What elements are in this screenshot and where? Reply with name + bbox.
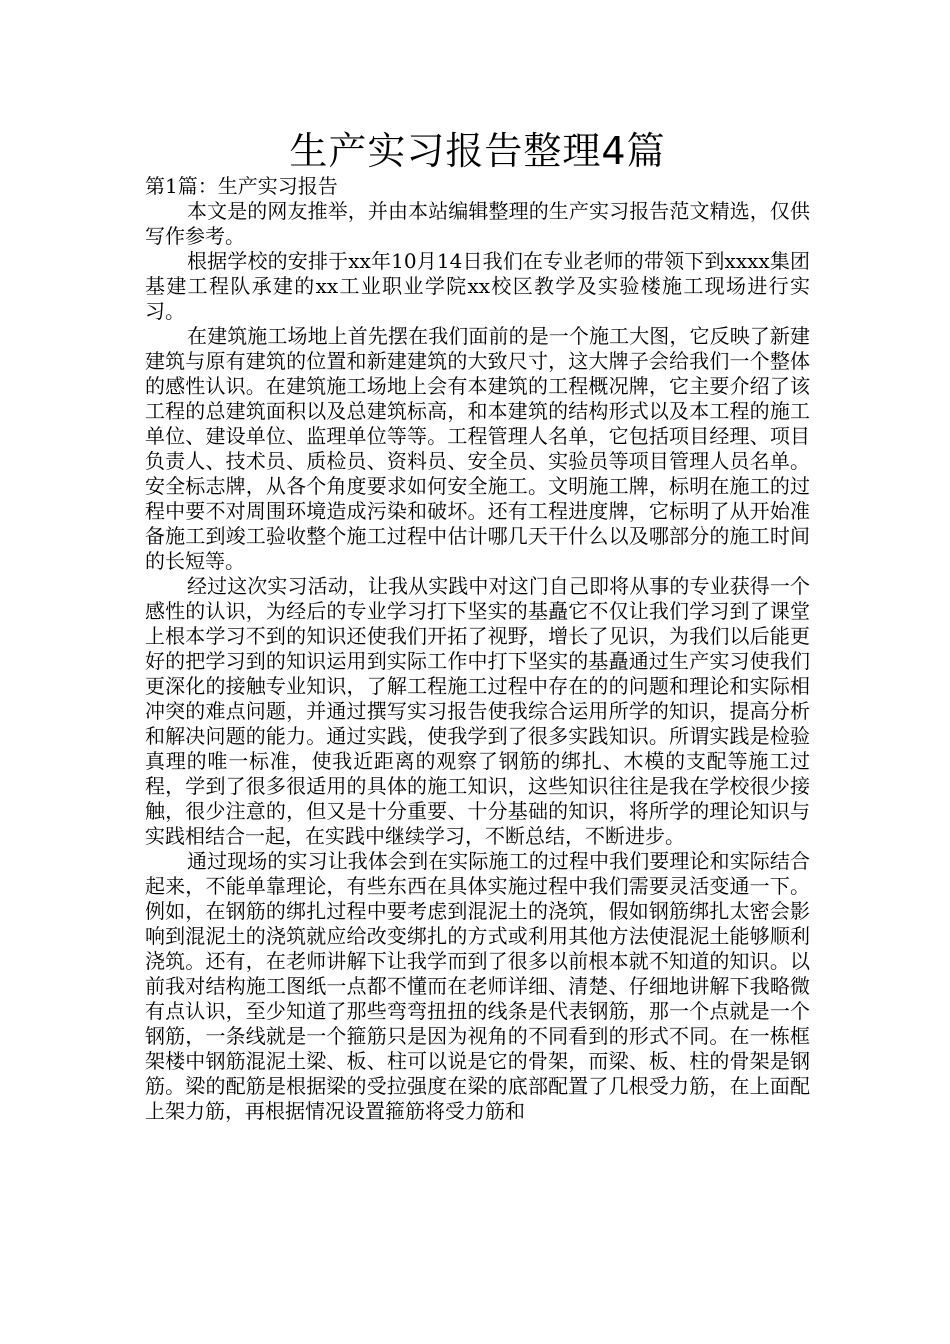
paragraph-2: 根据学校的安排于xx年10月14日我们在专业老师的带领下到xxxx集团基建工程队承建的xx工业职业学院xx校区教学及实验楼施工现场进行实习。: [145, 249, 810, 323]
paragraph-5: 通过现场的实习让我体会到在实际施工的过程中我们要理论和实际结合起来，不能单靠理论，有些东西在具体实施过程中我们需要灵活变通一下。例如，在钢筋的绑扎过程中要考虑到混泥土的浇筑，假如钢筋绑扎太密会影响到混泥土的浇筑就应给改变绑扎的方式或利用其他方法使混泥土能够顺利浇筑。还有，在老师讲解下让我学而到了很多以前根本就不知道的知识。以前我对结构施工图纸一点都不懂而在老师详细、清楚、仔细地讲解下我略微有点认识，至少知道了那些弯弯扭扭的线条是代表钢筋，那一个点就是一个钢筋，一条线就是一个箍筋只是因为视角的不同看到的形式不同。在一栋框架楼中钢筋混泥土梁、板、柱可以说是它的骨架，而梁、板、柱的骨架是钢筋。梁的配筋是根据梁的受拉强度在梁的底部配置了几根受力筋，在上面配上架力筋，再根据情况设置箍筋将受力筋和: [145, 849, 810, 1123]
paragraph-4: 经过这次实习活动，让我从实践中对这门自己即将从事的专业获得一个感性的认识，为经后的专业学习打下坚实的基矗它不仅让我们学习到了课堂上根本学习不到的知识还使我们开拓了视野，增长了见识，为我们以后能更好的把学习到的知识运用到实际工作中打下坚实的基矗通过生产实习使我们更深化的接触专业知识，了解工程施工过程中存在的的问题和理论和实际相冲突的难点问题，并通过撰写实习报告使我综合运用所学的知识，提高分析和解决问题的能力。通过实践，使我学到了很多实践知识。所谓实践是检验真理的唯一标准，使我近距离的观察了钢筋的绑扎、木模的支配等施工过程，学到了很多很适用的具体的施工知识，这些知识往往是我在学校很少接触，很少注意的，但又是十分重要、十分基础的知识，将所学的理论知识与实践相结合一起，在实践中继续学习，不断总结，不断进步。: [145, 574, 810, 848]
document-title: 生产实习报告整理4篇: [289, 129, 666, 173]
paragraph-1: 本文是的网友推举，并由本站编辑整理的生产实习报告范文精选，仅供写作参考。: [145, 199, 810, 248]
document-page: [145, 128, 810, 1124]
paragraph-3: 在建筑施工场地上首先摆在我们面前的是一个施工大图，它反映了新建建筑与原有建筑的位置和新建建筑的大致尺寸，这大牌子会给我们一个整体的感性认识。在建筑施工场地上会有本建筑的工程概况牌，它主要介绍了该工程的总建筑面积以及总建筑标高，和本建筑的结构形式以及本工程的施工单位、建设单位、监理单位等等。工程管理人名单，它包括项目经理、项目负责人、技术员、质检员、资料员、安全员、实验员等项目管理人员名单。安全标志牌，从各个角度要求如何安全施工。文明施工牌，标明在施工的过程中要不对周围环境造成污染和破坏。还有工程进度牌，它标明了从开始准备施工到竣工验收整个施工过程中估计哪几天干什么以及哪部分的施工时间的长短等。: [145, 324, 810, 573]
section-heading: 第1篇：生产实习报告: [145, 174, 338, 198]
